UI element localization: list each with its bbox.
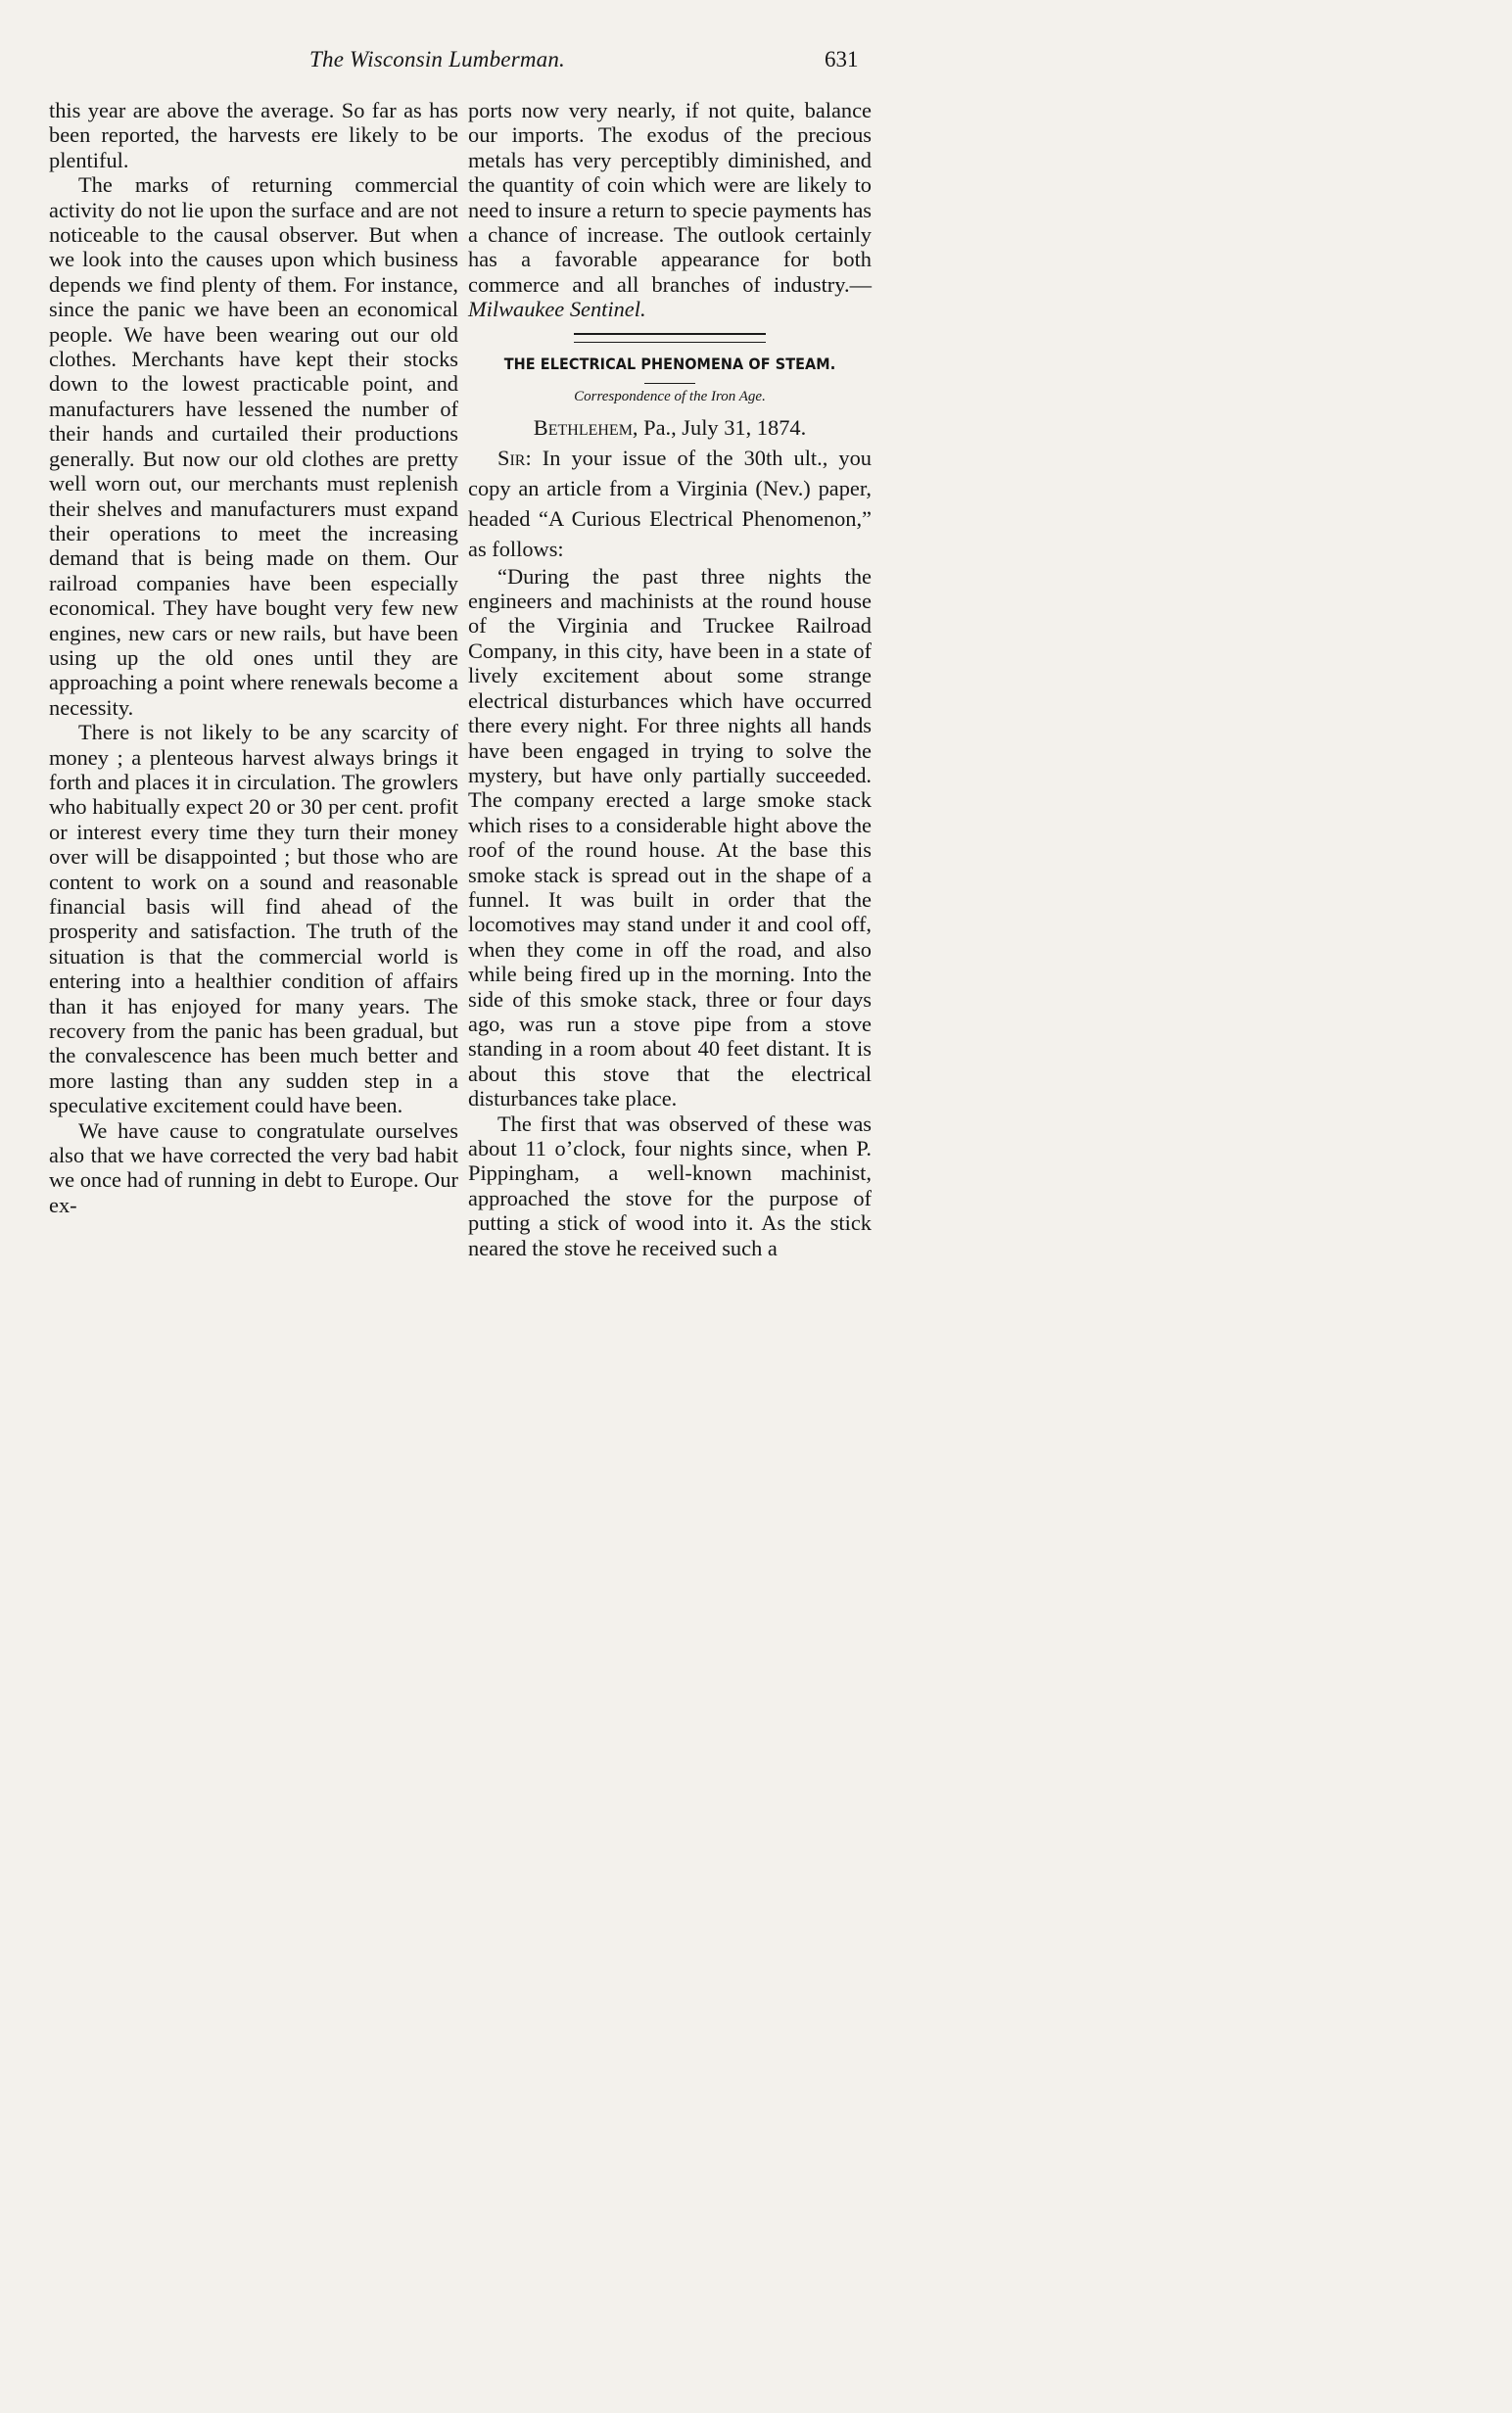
paragraph: [468, 443, 872, 564]
paragraph: The first that was observed of these was about 11 o’clock, four nights since, when P. Pippingham, a well-known machinist, approached the stove for the purpose of putting a stick of wood into it. As the stick neared the stove he received such a: [468, 1111, 872, 1260]
section-divider: [574, 333, 766, 343]
paragraph: this year are above the average. So far as has been reported, the harvests ere likely to be plentiful.: [49, 98, 458, 172]
dateline-rest: , Pa., July 31, 1874.: [632, 414, 807, 440]
source-attribution: Milwaukee Sentinel.: [468, 297, 646, 322]
running-title: The Wisconsin Lumberman.: [309, 47, 566, 71]
continuation-text: ports now very nearly, if not quite, balance our imports. The exodus of the precious metals has very perceptibly diminished, and the quantity of coin which were are likely to need to insure a return to specie payments has a chance of increase. The outlook certainly has a favorable appearance for both commerce and all branches of industry.—: [468, 98, 872, 297]
left-column: [49, 98, 458, 1217]
dateline: [468, 413, 872, 443]
salutation: Sir: [497, 445, 526, 470]
correspondence-line: Correspondence of the Iron Age.: [574, 388, 766, 404]
page-number: 631: [825, 47, 859, 71]
paragraph: There is not likely to be any scarcity of money ; a plenteous harvest always brings it forth and places it in circulation. The growlers who habitually expect 20 or 30 per cent. profit or interest every time they turn their money over will be disappointed ; but those who are content to work on a sound and reasonable financial basis will find ahead of the prosperity and satisfaction. The truth of the situation is that the commercial world is entering into a healthier condition of affairs than it has enjoyed for many years. The recovery from the panic has been gradual, but the convalescence has been much better and more lasting than any sudden step in a speculative excitement could have been.: [49, 720, 458, 1118]
article-title: THE ELECTRICAL PHENOMENA OF STEAM.: [503, 354, 836, 373]
paragraph: The marks of returning commercial activity do not lie upon the surface and are not noticeable to the causal observer. But when we look into the causes upon which business depends we find plenty of them. For instance, since the panic we have been an economical people. We have been wearing out our old clothes. Merchants have kept their stocks down to the lowest practicable point, and manufacturers have lessened the number of their hands and curtailed their productions generally. But now our old clothes are pretty well worn out, our merchants must replenish their shelves and manufacturers must expand their operations to meet the increasing demand that is being made on them. Our railroad companies have been especially economical. They have bought very few new engines, new cars or new rails, but have been using up the old ones until they are approaching a point where renewals become a necessity.: [49, 172, 458, 720]
paragraph: We have cause to congratulate ourselves also that we have corrected the very bad habit we once had of running in debt to Europe. Our ex-: [49, 1117, 458, 1217]
page-header: [0, 47, 963, 78]
right-column: [468, 98, 872, 1260]
newspaper-page: [0, 0, 963, 1536]
first-paragraph-text: : In your issue of the 30th ult., you copy an article from a Virginia (Nev.) paper, headed “A Curious Electrical Phenomenon,” as follows:: [468, 445, 872, 561]
paragraph: [468, 98, 872, 322]
dateline-place: Bethlehem: [533, 414, 633, 440]
paragraph: “During the past three nights the engineers and machinists at the round house of the Virginia and Truckee Railroad Company, in this city, have been in a state of lively excitement about some strange electrical disturbances which have occurred there every night. For three nights all hands have been engaged in trying to solve the mystery, but have only partially succeeded. The company erected a large smoke stack which rises to a considerable hight above the roof of the round house. At the base this smoke stack is spread out in the shape of a funnel. It was built in order that the locomotives may stand under it and cool off, when they come in off the road, and also while being fired up in the morning. Into the side of this smoke stack, three or four days ago, was run a stove pipe from a stove standing in a room about 40 feet distant. It is about this stove that the electrical disturbances take place.: [468, 563, 872, 1112]
title-rule: [644, 383, 695, 384]
